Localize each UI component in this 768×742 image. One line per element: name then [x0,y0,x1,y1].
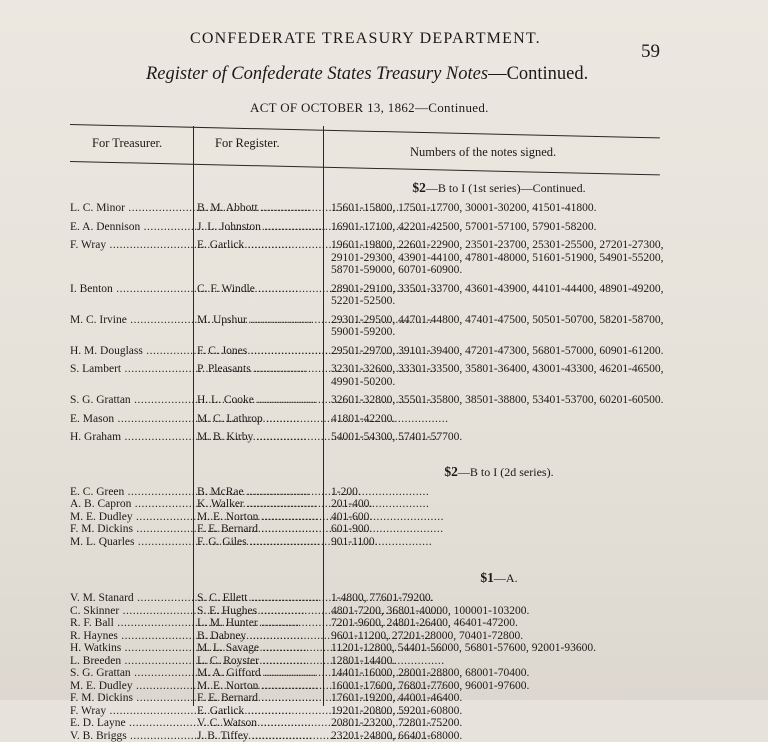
treasurer-name: E. D. Layne ..... [70,717,193,730]
register-name: B. McRae ..... [197,486,325,499]
register-name: V. C. Watson ..... [197,717,325,730]
register-name: J. L. Johnston ..... [197,221,325,234]
register-name: M. C. Lathrop ..... [197,413,325,426]
register-row [70,655,670,668]
register-row [70,202,670,215]
section-heading-text: —A. [494,571,518,585]
treasurer-name: M. L. Quarles ..... [70,536,193,549]
treasurer-name: F. M. Dickins ..... [70,692,193,705]
section-denomination: $2 [412,180,426,195]
note-numbers: 15601-15800, 17501-17700, 30001-30200, 41501-41800. [331,202,670,215]
register-row [70,642,670,655]
register-row [70,511,670,524]
register-row [70,345,670,358]
treasurer-name: C. Skinner ..... [70,605,193,618]
note-numbers: 54001-54300, 57401-57700. [331,431,670,444]
treasurer-name: L. C. Minor ..... [70,202,193,215]
register-row [70,314,670,339]
section-spacer [70,548,670,570]
register-row [70,486,670,499]
treasurer-name: F. M. Dickins ..... [70,523,193,536]
note-numbers: 201-400. [331,498,670,511]
note-numbers: 16001-17600, 76801-77600, 96001-97600. [331,680,670,693]
treasurer-name: A. B. Capron ..... [70,498,193,511]
treasurer-name: F. Wray ..... [70,705,193,718]
note-numbers: 1-200. [331,486,670,499]
register-row [70,680,670,693]
register-row [70,730,670,742]
register-row [70,617,670,630]
register-row [70,394,670,407]
treasurer-name: E. Mason ..... [70,413,193,426]
title-italic: Register of Confederate States Treasury Notes [146,64,488,84]
register-row [70,536,670,549]
register-row [70,605,670,618]
register-row [70,630,670,643]
treasurer-name: V. B. Briggs ..... [70,730,193,742]
treasurer-name: S. G. Grattan ..... [70,394,193,407]
note-numbers: 19601-19800, 22601-22900, 23501-23700, 25301-25500, 27201-27300, 29101-29300, 43901-44100, 47801-48000, 51601-51900, 54901-55200, 58701-59000, 60701-60900. [331,239,670,277]
note-numbers: 32301-32600, 33301-33500, 35801-36400, 43001-43300, 46201-46500, 49901-50200. [331,363,670,388]
register-name: M. Upshur ..... [197,314,325,339]
note-numbers: 20801-23200, 72801-75200. [331,717,670,730]
note-numbers: 601-900. [331,523,670,536]
register-row [70,221,670,234]
register-name: F. C. Jones ..... [197,345,325,358]
section-heading-text: —B to I (1st series)—Continued. [426,181,586,195]
section-heading-text: —B to I (2d series). [458,465,554,479]
note-numbers: 19201-20800, 59201-60800. [331,705,670,718]
column-header-treasurer: For Treasurer. [92,136,162,151]
page-title [146,64,588,85]
register-row [70,692,670,705]
register-name: B. Dabney ..... [197,630,325,643]
register-row [70,239,670,277]
treasurer-name: S. G. Grattan ..... [70,667,193,680]
note-numbers: 23201-24800, 66401-68000. [331,730,670,742]
note-numbers: 11201-12800, 54401-56000, 56801-57600, 92001-93600. [331,642,670,655]
treasurer-name: M. E. Dudley ..... [70,680,193,693]
register-name: F. G. Giles ..... [197,536,325,549]
treasurer-name: E. A. Dennison ..... [70,221,193,234]
note-numbers: 17601-19200, 44001-46400. [331,692,670,705]
treasurer-name: H. M. Douglass ..... [70,345,193,358]
register-name: P. Pleasants ..... [197,363,325,388]
register-name: M. E. Norton ..... [197,680,325,693]
register-name: M. B. Kirby ..... [197,431,325,444]
section-spacer [70,450,670,464]
treasurer-name: R. Haynes ..... [70,630,193,643]
register-row [70,705,670,718]
register-name: J. B. Tiffey ..... [197,730,325,742]
note-numbers: 1-4800, 77601-79200. [331,592,670,605]
note-numbers: 29501-29700, 39101-39400, 47201-47300, 56801-57000, 60901-61200. [331,345,670,358]
register-name: F. E. Bernard ..... [197,692,325,705]
register-name: B. M. Abbott ..... [197,202,325,215]
section-denomination: $2 [444,464,458,479]
register-name: S. E. Hughes ..... [197,605,325,618]
treasurer-name: M. E. Dudley ..... [70,511,193,524]
register-name: M. E. Norton ..... [197,511,325,524]
treasurer-name: H. Watkins ..... [70,642,193,655]
column-header-register: For Register. [215,136,280,151]
register-name: K. Walker ..... [197,498,325,511]
register-name: L. C. Royster ..... [197,655,325,668]
treasurer-name: R. F. Ball ..... [70,617,193,630]
register-name: E. Garlick ..... [197,239,325,277]
note-numbers: 9601-11200, 27201-28000, 70401-72800. [331,630,670,643]
register-row [70,667,670,680]
treasurer-name: S. Lambert ..... [70,363,193,388]
note-numbers: 4801-7200, 36801-40000, 100001-103200. [331,605,670,618]
note-numbers: 14401-16000, 28001-28800, 68001-70400. [331,667,670,680]
register-name: H. L. Cooke ..... [197,394,325,407]
treasurer-name: M. C. Irvine ..... [70,314,193,339]
register-row [70,283,670,308]
treasurer-name: F. Wray ..... [70,239,193,277]
register-name: L. M. Hunter ..... [197,617,325,630]
section-heading [328,180,670,196]
register-name: M. A. Gifford ..... [197,667,325,680]
treasurer-name: H. Graham ..... [70,431,193,444]
act-line: ACT OF OCTOBER 13, 1862—Continued. [250,100,489,116]
note-numbers: 12801-14400. [331,655,670,668]
treasurer-name: I. Benton ..... [70,283,193,308]
register-entries [70,180,670,742]
register-name: S. C. Ellett ..... [197,592,325,605]
note-numbers: 7201-9600, 24801-26400, 46401-47200. [331,617,670,630]
register-row [70,717,670,730]
note-numbers: 32601-32800, 35501-35800, 38501-38800, 53401-53700, 60201-60500. [331,394,670,407]
treasurer-name: E. C. Green ..... [70,486,193,499]
table-header-rule [70,161,660,175]
register-name: E. Garlick ..... [197,705,325,718]
note-numbers: 41801-42200. [331,413,670,426]
register-row [70,363,670,388]
page-number: 59 [641,41,660,63]
note-numbers: 16901-17100, 42201-42500, 57001-57100, 57901-58200. [331,221,670,234]
register-row [70,523,670,536]
note-numbers: 28901-29100, 33501-33700, 43601-43900, 44101-44400, 48901-49200, 52201-52500. [331,283,670,308]
section-heading [328,464,670,480]
title-suffix: —Continued. [488,64,588,84]
note-numbers: 401-600. [331,511,670,524]
section-denomination: $1 [480,570,494,585]
treasurer-name: V. M. Stanard ..... [70,592,193,605]
running-head: CONFEDERATE TREASURY DEPARTMENT. [190,30,541,48]
register-name: C. F. Windle ..... [197,283,325,308]
note-numbers: 901-1100. [331,536,670,549]
register-name: M. L. Savage ..... [197,642,325,655]
register-name: F. E. Bernard ..... [197,523,325,536]
register-row [70,413,670,426]
register-row [70,498,670,511]
treasurer-name: L. Breeden ..... [70,655,193,668]
column-header-numbers: Numbers of the notes signed. [410,145,556,160]
register-row [70,431,670,444]
note-numbers: 29301-29500, 44701-44800, 47401-47500, 50501-50700, 58201-58700, 59001-59200. [331,314,670,339]
register-row [70,592,670,605]
section-heading [328,570,670,586]
